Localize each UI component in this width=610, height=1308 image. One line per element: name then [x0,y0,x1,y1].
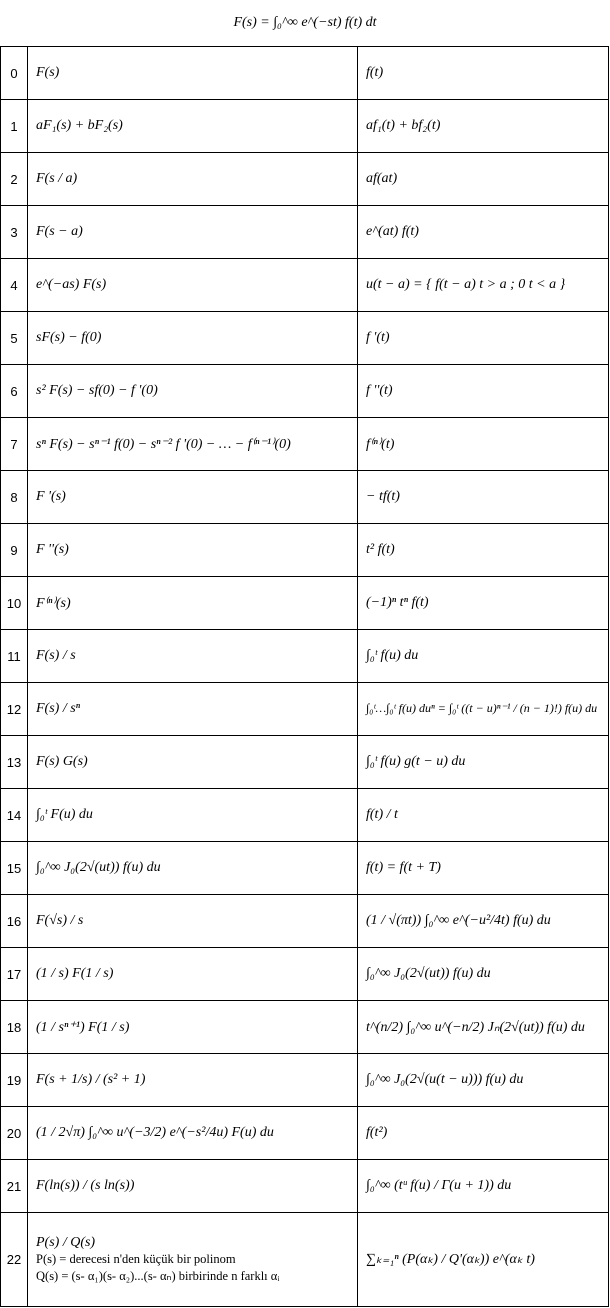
table-row [1,895,609,948]
time-function-cell [358,895,609,948]
time-function-cell [358,47,609,100]
transform-cell [28,1213,358,1307]
time-function-expression: − tf(t) [366,489,400,504]
table-row [1,1213,609,1307]
row-number: 12 [1,683,28,736]
time-function-cell [358,471,609,524]
table-row [1,1001,609,1054]
time-function-expression: ∫₀^∞ J₀(2√(ut)) f(u) du [366,966,491,981]
time-function-expression: (−1)ⁿ tⁿ f(t) [366,595,429,610]
time-function-cell [358,206,609,259]
table-row [1,365,609,418]
time-function-expression: ∫₀^∞ J₀(2√(u(t − u))) f(u) du [366,1072,524,1087]
transform-expression: ∫₀ᵗ F(u) du [36,807,93,822]
row-number: 16 [1,895,28,948]
transform-expression: s² F(s) − sf(0) − f '(0) [36,383,158,398]
transform-cell [28,153,358,206]
transform-cell [28,789,358,842]
table-row [1,789,609,842]
table-row [1,630,609,683]
time-function-cell [358,736,609,789]
transform-expression: sⁿ F(s) − sⁿ⁻¹ f(0) − sⁿ⁻² f '(0) − … − f⁽ⁿ⁻¹⁾(0) [36,436,291,452]
time-function-expression: f⁽ⁿ⁾(t) [366,436,395,452]
table-row [1,1054,609,1107]
time-function-cell [358,365,609,418]
row-number: 6 [1,365,28,418]
time-function-cell [358,1213,609,1307]
row-number: 0 [1,47,28,100]
transform-expression: P(s) / Q(s) [36,1234,96,1250]
transform-expression: F(s / a) [36,171,78,186]
transform-expression: F(s + 1/s) / (s² + 1) [36,1072,146,1087]
table-row [1,47,609,100]
table-row [1,1160,609,1213]
table-row [1,683,609,736]
transform-expression: aF₁(s) + bF₂(s) [36,118,123,133]
row-number: 3 [1,206,28,259]
transform-expression: (1 / 2√π) ∫₀^∞ u^(−3/2) e^(−s²/4u) F(u) du [36,1125,274,1140]
table-row [1,736,609,789]
time-function-cell [358,1107,609,1160]
time-function-cell [358,1160,609,1213]
row-number: 17 [1,948,28,1001]
transform-expression: (1 / s) F(1 / s) [36,966,114,981]
roots-note: Q(s) = (s- α₁)(s- α₂)...(s- αₙ) birbirinde n farklı αᵢ [36,1268,280,1283]
time-function-expression: ∑ₖ₌₁ⁿ (P(αₖ) / Q'(αₖ)) e^(αₖ t) [366,1252,535,1267]
time-function-expression: f ''(t) [366,383,393,398]
row-number: 20 [1,1107,28,1160]
table-row [1,842,609,895]
laplace-definition [0,0,610,46]
table-row [1,206,609,259]
transform-cell [28,365,358,418]
time-function-cell [358,418,609,471]
time-function-expression: t² f(t) [366,542,395,557]
row-number: 18 [1,1001,28,1054]
transform-expression: F(ln(s)) / (s ln(s)) [36,1178,135,1193]
definition-formula: F(s) = ∫₀^∞ e^(−st) f(t) dt [233,15,377,30]
table-row [1,100,609,153]
transform-expression: F(s) / sⁿ [36,701,81,716]
transform-cell [28,1160,358,1213]
time-function-expression: f '(t) [366,330,390,345]
transform-cell [28,1001,358,1054]
time-function-expression: af₁(t) + bf₂(t) [366,118,441,133]
table-row [1,418,609,471]
row-number: 10 [1,577,28,630]
transform-cell [28,418,358,471]
row-number: 15 [1,842,28,895]
table-row [1,312,609,365]
transform-expression: F ''(s) [36,542,69,557]
time-function-cell [358,683,609,736]
transform-cell [28,1054,358,1107]
row-number: 5 [1,312,28,365]
time-function-cell [358,1054,609,1107]
table-row [1,153,609,206]
time-function-expression: f(t) = f(t + T) [366,860,441,875]
time-function-expression: f(t) [366,65,384,80]
time-function-expression: t^(n/2) ∫₀^∞ u^(−n/2) Jₙ(2√(ut)) f(u) du [366,1019,585,1035]
time-function-cell [358,153,609,206]
table-row [1,471,609,524]
transform-cell [28,736,358,789]
time-function-cell [358,100,609,153]
table-row [1,259,609,312]
transform-expression: ∫₀^∞ J₀(2√(ut)) f(u) du [36,860,161,875]
transform-expression: F(s) / s [36,648,76,663]
time-function-expression: ∫₀ᵗ f(u) g(t − u) du [366,754,466,769]
transform-cell [28,842,358,895]
time-function-cell [358,789,609,842]
transform-cell [28,471,358,524]
transform-cell [28,100,358,153]
time-function-cell [358,259,609,312]
transform-cell [28,683,358,736]
time-function-expression: ∫₀ᵗ f(u) du [366,648,419,663]
row-number: 8 [1,471,28,524]
transform-cell [28,206,358,259]
transform-cell [28,577,358,630]
row-number: 13 [1,736,28,789]
time-function-cell [358,577,609,630]
time-function-cell [358,524,609,577]
row-number: 4 [1,259,28,312]
time-function-expression: u(t − a) = { f(t − a) t > a ; 0 t < a } [366,277,566,292]
polynomial-note: P(s) = derecesi n'den küçük bir polinom [36,1251,236,1266]
transform-expression: F(s − a) [36,224,83,239]
row-number: 2 [1,153,28,206]
laplace-transform-table [0,46,609,1307]
time-function-expression: ∫₀^∞ (tᵘ f(u) / Γ(u + 1)) du [366,1178,512,1193]
time-function-expression: af(at) [366,171,398,186]
transform-expression: F '(s) [36,489,66,504]
time-function-expression: ∫₀ᵗ…∫₀ᵗ f(u) duⁿ = ∫₀ᵗ ((t − u)ⁿ⁻¹ / (n − 1)!) f(u) du [366,701,598,715]
time-function-expression: f(t) / t [366,807,398,822]
table-row [1,1107,609,1160]
time-function-expression: (1 / √(πt)) ∫₀^∞ e^(−u²/4t) f(u) du [366,913,551,928]
transform-cell [28,895,358,948]
row-number: 21 [1,1160,28,1213]
time-function-cell [358,630,609,683]
transform-cell [28,948,358,1001]
table-row [1,577,609,630]
transform-cell [28,524,358,577]
transform-expression: sF(s) − f(0) [36,330,102,345]
time-function-cell [358,948,609,1001]
row-number: 11 [1,630,28,683]
table-row [1,948,609,1001]
time-function-cell [358,312,609,365]
row-number: 7 [1,418,28,471]
transform-expression: F(√s) / s [36,913,84,928]
row-number: 19 [1,1054,28,1107]
transform-cell [28,47,358,100]
transform-expression: e^(−as) F(s) [36,277,107,292]
transform-cell [28,630,358,683]
transform-cell [28,1107,358,1160]
time-function-expression: f(t²) [366,1125,388,1140]
time-function-cell [358,1001,609,1054]
transform-expression: F(s) [36,65,60,80]
transform-cell [28,312,358,365]
transform-expression: F(s) G(s) [36,754,88,769]
row-number: 14 [1,789,28,842]
row-number: 1 [1,100,28,153]
row-number: 9 [1,524,28,577]
row-number: 22 [1,1213,28,1307]
transform-expression: (1 / sⁿ⁺¹) F(1 / s) [36,1019,130,1035]
transform-cell [28,259,358,312]
transform-expression: F⁽ⁿ⁾(s) [36,595,71,611]
time-function-cell [358,842,609,895]
time-function-expression: e^(at) f(t) [366,224,419,239]
table-row [1,524,609,577]
